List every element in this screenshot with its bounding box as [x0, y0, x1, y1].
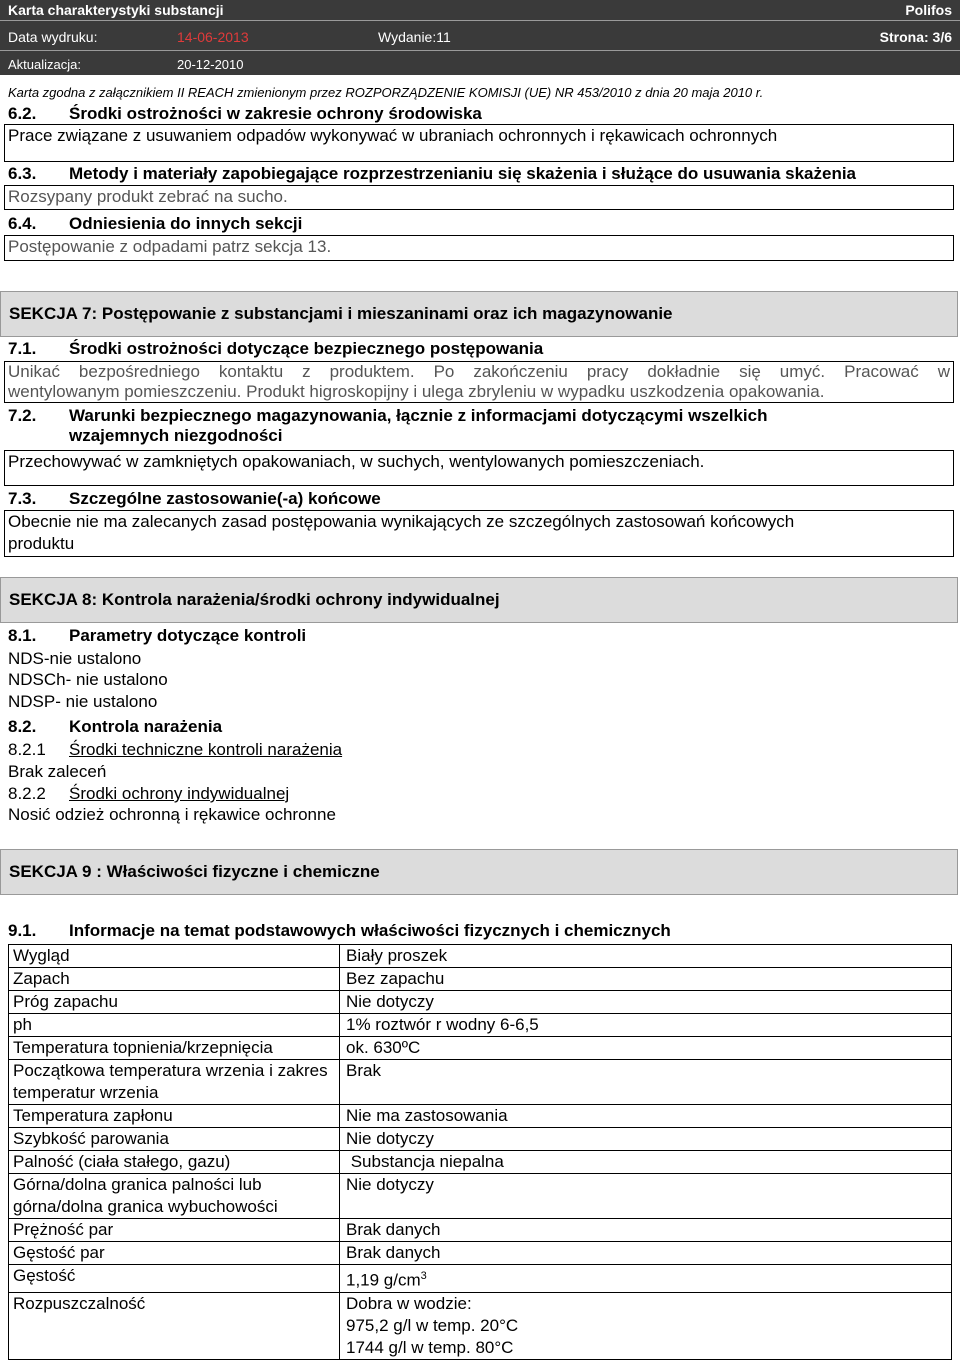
header-divider	[0, 50, 960, 51]
edition: Wydanie:11	[378, 29, 451, 45]
section-6-2-heading: 6.2. Środki ostrożności w zakresie ochrony środowiska	[8, 104, 482, 123]
regulation-note: Karta zgodna z załącznikiem II REACH zmienionym przez ROZPORZĄDZENIE KOMISJI (UE) NR 453/2010 z dnia 20 maja 2010 r.	[8, 85, 764, 100]
properties-table	[8, 944, 952, 1360]
doc-title: Karta charakterystyki substancji	[8, 2, 224, 18]
ndsp-value: NDSP- nie ustalono	[8, 692, 158, 711]
section-7-2-box: Przechowywać w zamkniętych opakowaniach, w suchych, wentylowanych pomieszczeniach.	[4, 450, 954, 486]
table-row: Próg zapachu Nie dotyczy	[9, 991, 952, 1014]
section-8-1-heading: 8.1. Parametry dotyczące kontroli	[8, 626, 307, 645]
table-row: Gęstość 1,19 $g/cm^3$	[9, 1265, 952, 1293]
table-row: Górna/dolna granica palności lub górna/dolna granica wybuchowości Nie dotyczy	[9, 1174, 952, 1219]
section-7-2-heading: 7.2. Warunki bezpiecznego magazynowania, łącznie z informacjami dotyczącymi wszelkich wzajemnych niezgodności	[8, 406, 768, 445]
section-7-3-heading: 7.3. Szczególne zastosowanie(-a) końcowe	[8, 489, 381, 508]
section-7-1-heading: 7.1. Środki ostrożności dotyczące bezpiecznego postępowania	[8, 339, 544, 358]
table-row: Gęstość par Brak danych	[9, 1242, 952, 1265]
section-8-2-heading: 8.2. Kontrola narażenia	[8, 717, 223, 736]
section-9-header: SEKCJA 9 : Właściwości fizyczne i chemiczne	[0, 849, 958, 895]
ndsch-value: NDSCh- nie ustalono	[8, 670, 168, 689]
section-6-4-heading: 6.4. Odniesienia do innych sekcji	[8, 214, 303, 233]
table-row: Szybkość parowania Nie dotyczy	[9, 1128, 952, 1151]
table-row: Wygląd Biały proszek	[9, 945, 952, 968]
section-8-2-2-heading: 8.2.2 Środki ochrony indywidualnej	[8, 784, 290, 803]
table-row: Palność (ciała stałego, gazu) Substancja niepalna	[9, 1151, 952, 1174]
table-row: Początkowa temperatura wrzenia i zakres temperatur wrzenia Brak	[9, 1060, 952, 1105]
section-8-2-1-text: Brak zaleceń	[8, 762, 107, 781]
section-9-1-heading: 9.1. Informacje na temat podstawowych właściwości fizycznych i chemicznych	[8, 921, 671, 940]
table-row: ph 1% roztwór r wodny 6-6,5	[9, 1014, 952, 1037]
section-6-4-box: Postępowanie z odpadami patrz sekcja 13.	[4, 235, 954, 261]
section-7-header: SEKCJA 7: Postępowanie z substancjami i mieszaninami oraz ich magazynowanie	[0, 291, 958, 337]
print-date: 14-06-2013	[177, 29, 249, 45]
section-8-header: SEKCJA 8: Kontrola narażenia/środki ochrony indywidualnej	[0, 577, 958, 623]
print-date-label: Data wydruku:	[8, 29, 98, 45]
update-date: 20-12-2010	[177, 57, 244, 72]
page-number: Strona: 3/6	[879, 29, 952, 45]
table-row: Zapach Bez zapachu	[9, 968, 952, 991]
section-6-2-box: Prace związane z usuwaniem odpadów wykonywać w ubraniach ochronnych i rękawicach ochronnych	[4, 124, 954, 162]
product-name: Polifos	[905, 2, 952, 18]
table-row: Rozpuszczalność Dobra w wodzie: 975,2 g/l w temp. 20°C 1744 g/l w temp. 80°C	[9, 1292, 952, 1359]
section-6-3-box: Rozsypany produkt zebrać na sucho.	[4, 185, 954, 210]
section-8-2-2-text: Nosić odzież ochronną i rękawice ochronne	[8, 805, 336, 824]
section-8-2-1-heading: 8.2.1 Środki techniczne kontroli narażenia	[8, 740, 343, 759]
solubility-value: Dobra w wodzie: 975,2 g/l w temp. 20°C 1744 g/l w temp. 80°C	[340, 1292, 952, 1359]
table-row: Temperatura topnienia/krzepnięcia ok. 630ºC	[9, 1037, 952, 1060]
section-7-3-box: Obecnie nie ma zalecanych zasad postępowania wynikających ze szczególnych zastosowań końcowych produktu	[4, 510, 954, 557]
section-6-3-heading: 6.3. Metody i materiały zapobiegające rozprzestrzenianiu się skażenia i służące do usuwania skażenia	[8, 164, 857, 183]
table-row: Prężność par Brak danych	[9, 1219, 952, 1242]
nds-value: NDS-nie ustalono	[8, 649, 142, 668]
header-divider	[0, 20, 960, 21]
section-7-1-box: Unikać bezpośredniego kontaktu z produktem. Po zakończeniu pracy dokładnie się umyć. Pracować w wentylowanym pomieszczeniu. Produkt higroskopijny i ulega zbryleniu w wypadku uszkodzenia opakowania.	[4, 361, 954, 403]
update-label: Aktualizacja:	[8, 57, 81, 72]
density-value: 1,19 $g/cm^3$	[340, 1265, 952, 1293]
table-row: Temperatura zapłonu Nie ma zastosowania	[9, 1105, 952, 1128]
